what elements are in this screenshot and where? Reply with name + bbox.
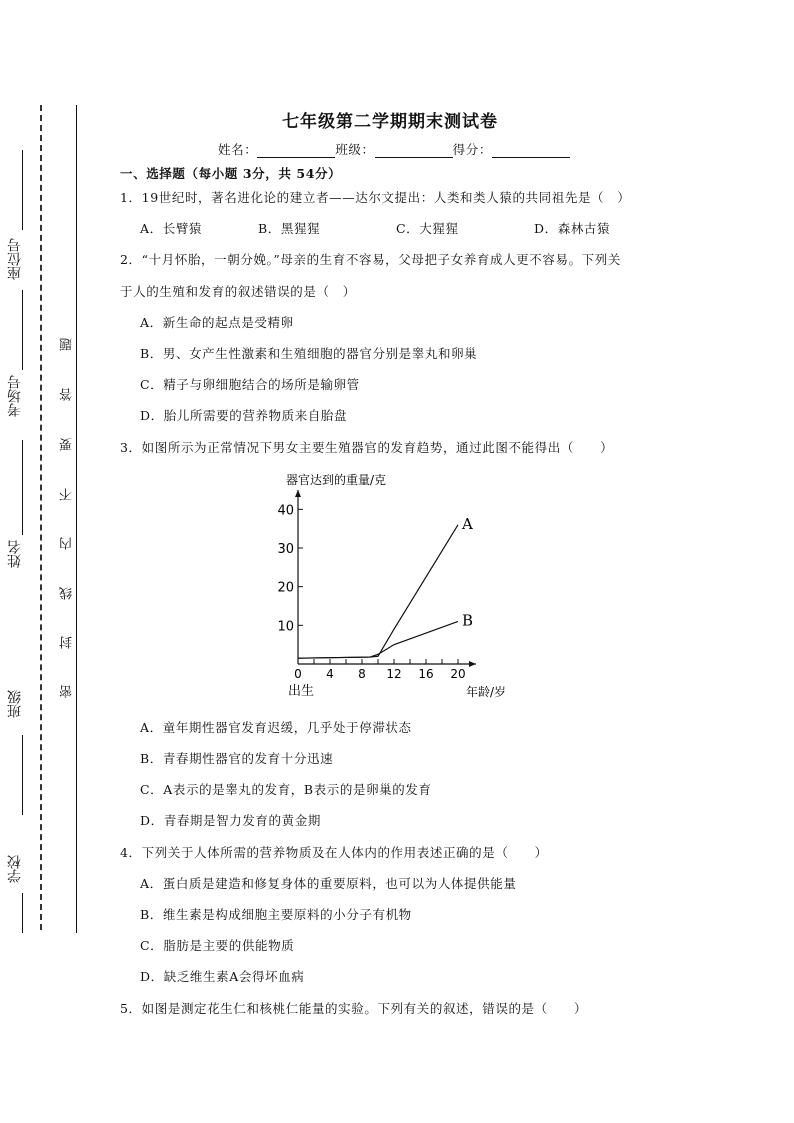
chart-x-tick-label: 8 xyxy=(358,667,366,681)
question-1-option-c[interactable]: C．大猩猩 xyxy=(396,221,459,236)
chart-series-line-b xyxy=(298,621,458,658)
class-label: 班级 xyxy=(7,690,23,718)
question-4-option-b[interactable]: B．维生素是构成细胞主要原料的小分子有机物 xyxy=(140,907,412,922)
chart-y-axis-arrow xyxy=(295,490,301,497)
question-3-stem: 3．如图所示为正常情况下男女主要生殖器官的发育趋势，通过此图不能得出（ ） xyxy=(120,440,614,455)
question-2-option-d[interactable]: D．胎儿所需要的营养物质来自胎盘 xyxy=(140,408,348,423)
question-5-stem: 5．如图是测定花生仁和核桃仁能量的实验。下列有关的叙述，错误的是（ ） xyxy=(120,1001,588,1016)
school-blank[interactable] xyxy=(22,893,23,933)
name-field[interactable] xyxy=(257,145,335,158)
chart-y-tick-label: 40 xyxy=(277,503,294,519)
seat-number-label: 座位号 xyxy=(7,238,23,280)
seal-char-2: 答 xyxy=(60,388,75,401)
chart-y-tick-label: 10 xyxy=(277,619,294,635)
question-4-stem: 4．下列关于人体所需的营养物质及在人体内的作用表述正确的是（ ） xyxy=(120,845,548,860)
school-label: 学校 xyxy=(7,855,23,883)
chart-y-tick-label: 30 xyxy=(277,542,294,557)
chart-origin-label: 出生 xyxy=(288,684,315,699)
class-field[interactable] xyxy=(375,145,453,158)
question-3-option-c[interactable]: C．A表示的是睾丸的发育，B表示的是卵巢的发育 xyxy=(140,782,432,797)
chart-x-tick-label: 20 xyxy=(450,667,466,681)
chart-y-axis-label: 器官达到的重量/克 xyxy=(286,473,387,487)
question-1-option-a[interactable]: A．长臂猿 xyxy=(140,221,203,236)
section-heading: 一、选择题（每小题 3分，共 54分） xyxy=(120,166,342,181)
organ-development-chart xyxy=(276,468,536,703)
chart-x-tick-label: 4 xyxy=(326,667,334,681)
score-field[interactable] xyxy=(492,145,570,158)
seal-char-8: 密 xyxy=(60,685,75,698)
chart-x-tick-label: 0 xyxy=(294,667,302,681)
question-2-stem-line2: 于人的生殖和发育的叙述错误的是（ ） xyxy=(120,284,356,299)
question-1-option-d[interactable]: D．森林古猿 xyxy=(534,221,611,236)
name-field-label: 姓名： xyxy=(218,142,258,157)
exam-title: 七年级第二学期期末测试卷 xyxy=(282,112,498,132)
question-1-option-b[interactable]: B．黑猩猩 xyxy=(258,221,321,236)
binding-solid-line xyxy=(76,105,77,933)
seat-number-blank[interactable] xyxy=(22,150,23,230)
exam-room-blank[interactable] xyxy=(22,290,23,370)
question-3-option-b[interactable]: B．青春期性器官的发育十分迅速 xyxy=(140,751,334,766)
chart-series-label-b: B xyxy=(462,611,474,630)
chart-y-tick-label: 20 xyxy=(277,580,294,596)
question-4-option-a[interactable]: A．蛋白质是建造和修复身体的重要原料，也可以为人体提供能量 xyxy=(140,876,517,891)
seal-char-6: 线 xyxy=(60,587,75,600)
question-2-stem-line1: 2．“十月怀胎，一朝分娩。”母亲的生育不容易，父母把子女养育成人更不容易。下列关 xyxy=(120,252,621,267)
question-2-option-b[interactable]: B．男、女产生性激素和生殖细胞的器官分别是睾丸和卵巢 xyxy=(140,346,478,361)
chart-x-axis-label: 年龄/岁 xyxy=(466,685,507,699)
student-name-blank[interactable] xyxy=(22,440,23,535)
question-4-option-c[interactable]: C．脂肪是主要的供能物质 xyxy=(140,938,295,953)
info-line xyxy=(218,140,570,158)
seal-char-7: 封 xyxy=(60,636,75,649)
chart-x-axis-arrow xyxy=(469,661,476,667)
question-4-option-d[interactable]: D．缺乏维生素A会得坏血病 xyxy=(140,969,305,984)
chart-series-label-a: A xyxy=(462,514,473,533)
question-1-stem: 1．19世纪时，著名进化论的建立者——达尔文提出：人类和类人猿的共同祖先是（ ） xyxy=(120,190,631,205)
chart-x-tick-label: 16 xyxy=(418,667,434,681)
exam-room-label: 考场号 xyxy=(7,375,23,417)
question-2-option-c[interactable]: C．精子与卵细胞结合的场所是输卵管 xyxy=(140,377,360,392)
class-blank[interactable] xyxy=(22,735,23,815)
seal-char-3: 要 xyxy=(60,438,75,451)
question-3-option-d[interactable]: D．青春期是智力发育的黄金期 xyxy=(140,813,321,828)
score-field-label: 得分： xyxy=(452,142,492,157)
class-field-label: 班级： xyxy=(335,142,375,157)
question-2-option-a[interactable]: A．新生命的起点是受精卵 xyxy=(140,315,294,330)
seal-char-4: 不 xyxy=(60,488,75,501)
seal-char-1: 题 xyxy=(60,338,75,351)
binding-dashed-line xyxy=(40,105,42,930)
seal-char-5: 内 xyxy=(60,537,75,550)
chart-x-tick-label: 12 xyxy=(386,667,402,681)
student-name-label: 姓名 xyxy=(7,540,23,568)
chart-series-line-a xyxy=(298,525,458,658)
question-3-option-a[interactable]: A．童年期性器官发育迟缓，几乎处于停滞状态 xyxy=(140,720,412,735)
